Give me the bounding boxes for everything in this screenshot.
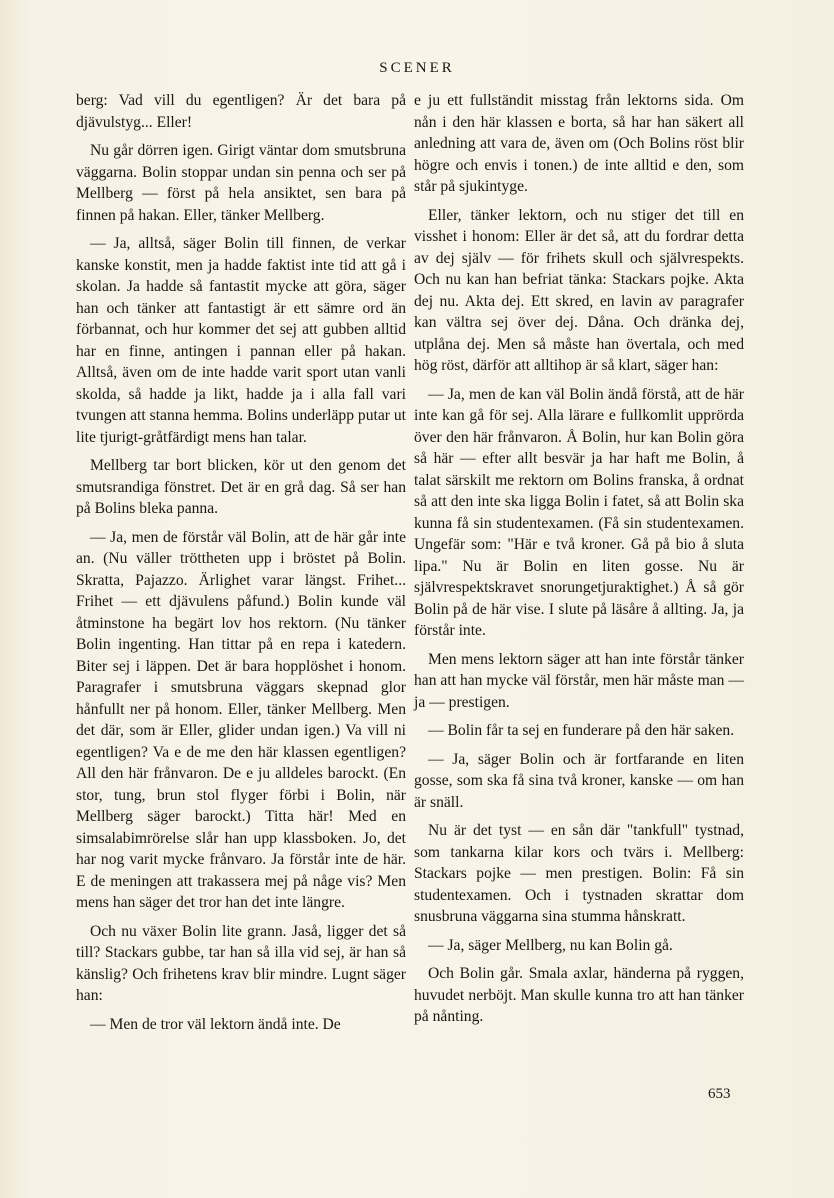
paragraph: Men mens lektorn säger att han inte förstår tänker han att han mycke väl förstår, men här måste man — ja — prestigen. [414, 650, 744, 711]
paragraph: — Ja, alltså, säger Bolin till finnen, de verkar kanske konstit, men ja hadde faktist inte tid att gå i skolan. Ja hadde så fantastit mycke att göra, säger han och tänker att fantastigt är ett sämre ord än förbannat, och hur kommer det sej att gubben alltid har en finne, antingen i pannan eller på hakan. Alltså, även om de inte hadde varit sport utan vanli skolda, så hadde ja likt, hadde ja i alla fall vari tvungen att stanna hemma. Bolins underläpp putar ut lite tjurigt-gråtfärdigt mens han talar. [76, 235, 406, 446]
paragraph: — Ja, säger Mellberg, nu kan Bolin gå. [428, 936, 673, 954]
paragraph: Mellberg tar bort blicken, kör ut den genom det smutsrandiga fönstret. Det är en grå dag. Så ser han på Bolins bleka panna. [76, 457, 406, 517]
paragraph: Och Bolin går. Smala axlar, händerna på ryggen, huvudet nerböjt. Man skulle kunna tro att han tänker på nånting. [414, 965, 744, 1025]
paragraph: — Ja, säger Bolin och är fortfarande en liten gosse, som ska få sina två kroner, kanske — om han är snäll. [414, 750, 744, 811]
paragraph: Nu går dörren igen. Girigt väntar dom smutsbruna väggarna. Bolin stoppar undan sin penna och ser på Mellberg — först på hela ansiktet, sen bara på finnen på hakan. Eller, tänker Mellberg. [76, 142, 406, 224]
page-number: 653 [708, 1086, 731, 1102]
paragraph: — Ja, men de kan väl Bolin ändå förstå, att de här inte kan gå för sej. Alla lärare e fullkomlit upprörda över den här frånvaron. Å Bolin, hur kan Bolin göra så här — efter allt besvär ja har haft me Bolin, å talat särskilt me rektorn om Bolins franska, å ordnat så att den inte ska ligga Bolin i fatet, så att Bolin ska kunna få sin studentexamen. (Få sin studentexamen. Ungefär som: "Här e två kroner. Gå på bio å sluta lipa." Nu är Bolin en liten gosse. Nu är självrespektskravet snorungetjuraktighet.) Å så gör Bolin på de här vise. I slute på läsåre å allting. Ja, ja förstår inte. [414, 385, 744, 639]
right-column [414, 90, 744, 1035]
paragraph: Eller, tänker lektorn, och nu stiger det till en visshet i honom: Eller är det så, att du fordrar detta av dej själv — för frihets skull och självrespekts. Och nu kan han befriat tänka: Stackars pojke. Akta dej nu. Akta dej. Ett skred, en lavin av paragrafer kan vältra sej över dej. Dåna. Och dränka dej, utplåna dej. Men så måste han övertala, och med hög röst, därför att alltihop är så klart, säger han: [414, 206, 744, 374]
paragraph: e ju ett fullständit misstag från lektorns sida. Om nån i den här klassen e borta, så har han säkert all anledning att vara de, även om (Och Bolins röst blir högre och envis i tonen.) de inte alltid e den, som står på sjukintyge. [414, 92, 744, 195]
running-header: SCENER [379, 60, 455, 76]
paragraph: Nu är det tyst — en sån där "tankfull" tystnad, som tankarna kilar kors och tvärs i. Mellberg: Stackars pojke — men prestigen. Bolin: Få sin studentexamen. Och i tystnaden skrattar dom snusbruna väggarna sina stumma hånskratt. [414, 822, 744, 925]
paragraph: — Ja, men de förstår väl Bolin, att de här går inte an. (Nu väller tröttheten upp i bröstet på Bolin. Skratta, Pajazzo. Ärlighet varar längst. Frihet... Frihet — ett djävulens påfund.) Bolin kunde väl åtminstone ha begärt lov hos rektorn. (Nu tänker Bolin ingenting. Han tittar på en repa i katedern. Biter sej i läppen. Det är bara hopplöshet i honom. Paragrafer i smutsbruna väggars skepnad glor hånfullt ner på honom. Eller, tänker Mellberg. Men det där, som är Eller, glider undan igen.) Va vill ni egentligen? Va e de me den här klassen egentligen? All den här frånvaron. De e ju alldeles barockt. (En stor, tung, brun stol flyger förbi i Bolin, när Mellberg säger barockt.) Titta här! Med en simsalabimrörelse slår han upp klassboken. Jo, det har nog varit mycke frånvaro. Ja förstår inte de här. E de meningen att trakassera mej på någe vis? Men mens han säger det tror han det inte längre. [76, 528, 406, 911]
paragraph: Och nu växer Bolin lite grann. Jaså, ligger det så till? Stackars gubbe, tar han så illa vid sej, är han så känslig? Och frihetens krav blir mindre. Lugnt säger han: [76, 922, 406, 1004]
left-column [76, 90, 406, 1042]
paragraph: berg: Vad vill du egentligen? Är det bara på djävulstyg... Eller! [76, 92, 406, 131]
paragraph: — Men de tror väl lektorn ändå inte. De [90, 1015, 341, 1033]
paragraph: — Bolin får ta sej en funderare på den här saken. [428, 722, 735, 739]
